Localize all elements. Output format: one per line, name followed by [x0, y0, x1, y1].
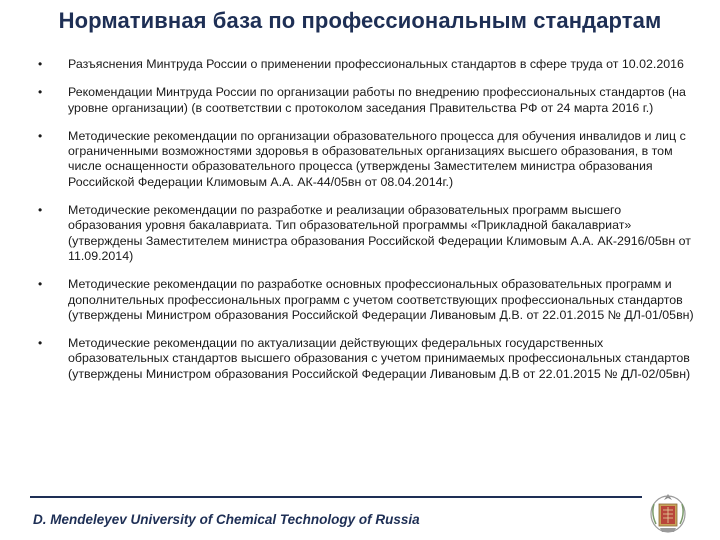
- list-item-text: Разъяснения Минтруда России о применении профессиональных стандартов в сфере труда от 10.02.2016: [68, 57, 684, 71]
- list-item-text: Методические рекомендации по разработке основных профессиональных образовательных программ и дополнительных профессиональных программ с учетом соответствующих профессиональных стандартов (утверждены Министром образования Российской Федерации Ливановым Д.В. от 22.01.2015 № ДЛ-01/05вн): [68, 277, 694, 322]
- list-item-text: Рекомендации Минтруда России по организации работы по внедрению профессиональных стандартов (на уровне организации) (в соответствии с протоколом заседания Правительства РФ от 24 марта 2016 г.): [68, 85, 686, 115]
- bullet-marker: •: [38, 85, 43, 100]
- bullet-marker: •: [38, 57, 43, 71]
- page-title: Нормативная база по профессиональным стандартам: [58, 8, 662, 33]
- footer-university-name: D. Mendeleyev University of Chemical Technology of Russia: [33, 512, 420, 527]
- bullet-marker: •: [38, 128, 43, 143]
- list-item-text: Методические рекомендации по организации образовательного процесса для обучения инвалидов и лиц с ограниченными возможностями здоровья в образовательных организациях высшего образования, в том числе оснащенности образовательного процесса (утверждены Заместителем министра образования Российской Федерации Климовым А.А. АК-44/05вн от 08.04.2014г.): [68, 128, 686, 189]
- university-emblem-icon: [648, 492, 688, 534]
- list-item: [38, 85, 698, 116]
- list-item: [38, 336, 698, 382]
- list-item: [38, 129, 698, 190]
- list-item: [38, 203, 698, 264]
- bullet-marker: •: [38, 277, 43, 292]
- list-item: [38, 57, 698, 72]
- bullet-list: [38, 57, 698, 395]
- list-item-text: Методические рекомендации по разработке и реализации образовательных программ высшего образования уровня бакалавриата. Тип образовательной программы «Прикладной бакалавриат» (утверждены Заместителем министра образования Российской Федерации Климовым А.А. АК-2916/05вн от 11.09.2014): [68, 203, 691, 263]
- bullet-marker: •: [38, 336, 43, 351]
- list-item-text: Методические рекомендации по актуализации действующих федеральных государственных образовательных стандартов высшего образования с учетом принимаемых профессиональных стандартов (утверждены Министром образования Российской Федерации Ливановым Д.В от 22.01.2015 № ДЛ-02/05вн): [68, 336, 691, 381]
- bullet-marker: •: [38, 203, 43, 218]
- list-item: [38, 277, 698, 323]
- footer-divider: [30, 496, 642, 498]
